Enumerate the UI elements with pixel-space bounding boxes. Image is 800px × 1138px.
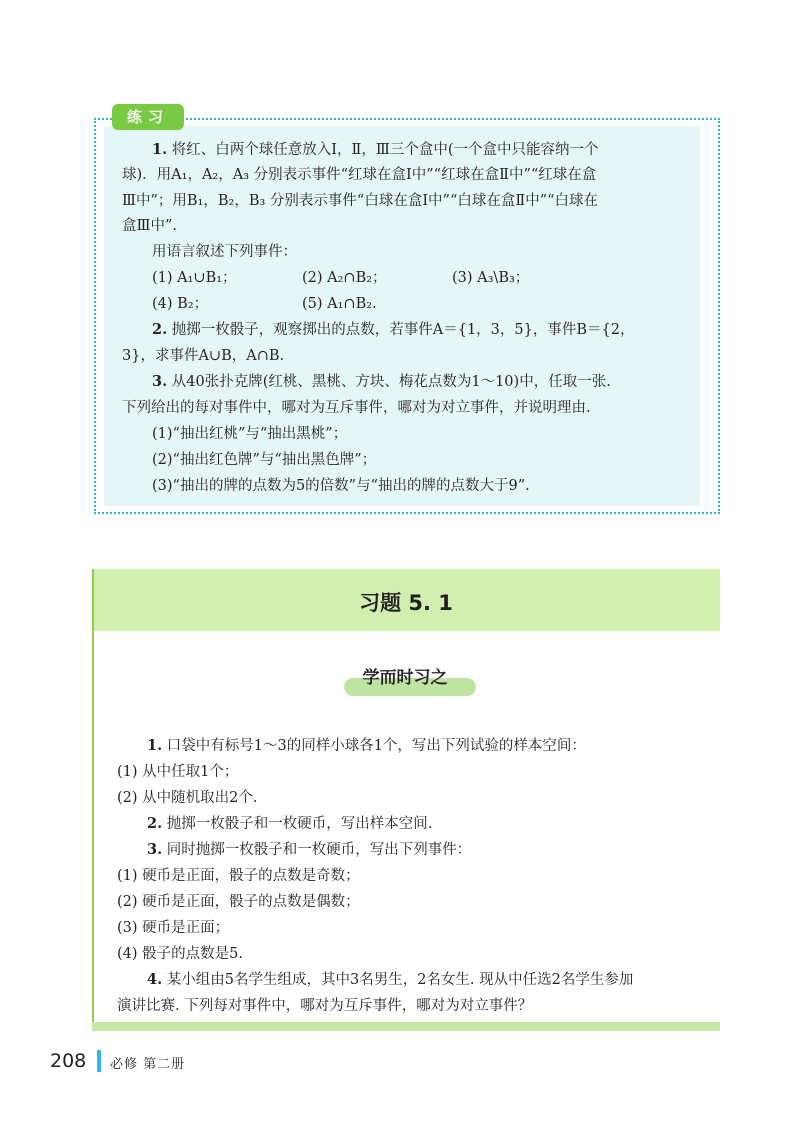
practice-q3-line2: 下列给出的每对事件中，哪对为互斥事件，哪对为对立事件，并说明理由. bbox=[122, 400, 591, 416]
exercise-left-rule bbox=[92, 569, 94, 1031]
book-title: 必修 第二册 bbox=[110, 1057, 186, 1072]
practice-q3-line1: 3. 从40张扑克牌(红桃、黑桃、方块、梅花点数为1～10)中，任取一张. bbox=[152, 373, 611, 390]
exercise-q3-item-4: (4) 骰子的点数是5. bbox=[117, 946, 243, 962]
exercise-q4-line1: 4. 某小组由5名学生组成，其中3名男生，2名女生. 现从中任选2名学生参加 bbox=[147, 971, 634, 988]
section-tag: 学而时习之 bbox=[362, 668, 448, 688]
practice-q1-line3: Ⅲ中”；用B₁，B₂，B₃ 分别表示事件“白球在盒Ⅰ中”“白球在盒Ⅱ中”“白球在 bbox=[122, 193, 599, 209]
exercise-q3-item-3: (3) 硬币是正面； bbox=[117, 920, 230, 936]
exercise-q4-line2: 演讲比赛. 下列每对事件中，哪对为互斥事件，哪对为对立事件？ bbox=[117, 998, 533, 1014]
exercise-q2-line1: 2. 抛掷一枚骰子和一枚硬币，写出样本空间. bbox=[147, 815, 433, 832]
practice-q1-item-3: (3) A₃\B₃； bbox=[452, 270, 530, 286]
exercise-bottom-bar bbox=[92, 1022, 720, 1031]
exercise-q3-item-2: (2) 硬币是正面，骰子的点数是偶数； bbox=[117, 894, 360, 910]
exercise-q3-item-1: (1) 硬币是正面，骰子的点数是奇数； bbox=[117, 868, 360, 884]
exercise-title: 习题 5. 1 bbox=[359, 591, 453, 615]
exercise-q3-line1: 3. 同时抛掷一枚骰子和一枚硬币，写出下列事件： bbox=[147, 841, 472, 858]
practice-q1-prompt: 用语言叙述下列事件： bbox=[152, 244, 297, 260]
practice-q2-line2: 3}，求事件A∪B，A∩B. bbox=[122, 348, 285, 364]
practice-q3-item-1: (1)“抽出红桃”与“抽出黑桃”； bbox=[152, 426, 348, 442]
exercise-q1-item-1: (1) 从中任取1个； bbox=[117, 764, 239, 780]
practice-label: 练习 bbox=[112, 104, 184, 130]
exercise-q1-item-2: (2) 从中随机取出2个. bbox=[117, 790, 258, 806]
practice-q3-item-2: (2)“抽出红色牌”与“抽出黑色牌”； bbox=[152, 452, 377, 468]
practice-q1-item-4: (4) B₂； bbox=[152, 296, 209, 312]
practice-q1-line1: 1. 将红、白两个球任意放入Ⅰ，Ⅱ，Ⅲ三个盒中(一个盒中只能容纳一个 bbox=[152, 141, 599, 158]
practice-q3-item-3: (3)“抽出的牌的点数为5的倍数”与“抽出的牌的点数大于9”. bbox=[152, 478, 530, 494]
page-number: 208 bbox=[50, 1050, 87, 1072]
practice-q1-line2: 球)．用A₁，A₂，A₃ 分别表示事件“红球在盒Ⅰ中”“红球在盒Ⅱ中”“红球在盒 bbox=[122, 167, 597, 183]
exercise-q1-line1: 1. 口袋中有标号1～3的同样小球各1个，写出下列试验的样本空间： bbox=[147, 737, 586, 754]
practice-q1-item-2: (2) A₂∩B₂； bbox=[302, 270, 387, 286]
practice-q1-item-1: (1) A₁∪B₁； bbox=[152, 270, 237, 286]
practice-q2-line1: 2. 抛掷一枚骰子，观察掷出的点数，若事件A＝{1，3，5}，事件B＝{2， bbox=[152, 321, 635, 338]
practice-q1-item-5: (5) A₁∩B₂. bbox=[302, 296, 377, 312]
footer-accent-bar bbox=[97, 1050, 101, 1072]
practice-q1-line4: 盒Ⅲ中”. bbox=[122, 218, 178, 234]
